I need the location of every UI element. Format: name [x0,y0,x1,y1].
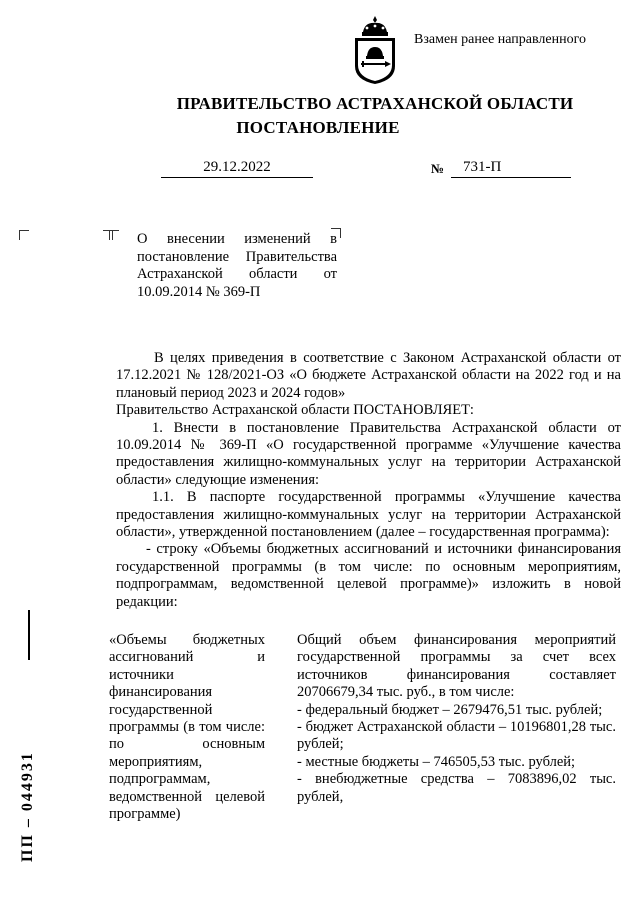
number-sign: № [431,161,445,176]
paragraph-item-1: 1. Внести в постановление Правительства Астраханской области от 10.09.2014 № 369-П «О государственной программе «Улучшение качества предоставления жилищно-коммунальных услуг на территории Астраханской области» следующие изменения: [116,419,621,488]
funding-intro: Общий объем финансирования мероприятий государственной программы за счет всех источников финансирования составляет 20706679,34 тыс. руб., в том числе: [297,632,616,701]
government-title: ПРАВИТЕЛЬСТВО АСТРАХАНСКОЙ ОБЛАСТИ [176,94,574,113]
funding-item: - внебюджетные средства – 7083896,02 тыс. рублей, [297,771,616,805]
document-number: 731-П [451,158,571,178]
funding-item: - местные бюджеты – 746505,53 тыс. рублей; [297,753,576,770]
funding-item: - бюджет Астраханской области – 10196801,28 тыс. рублей; [297,719,616,753]
table-right-cell [297,632,616,806]
paragraph-resolves: Правительство Астраханской области ПОСТАНОВЛЯЕТ: [116,402,474,419]
funding-item: - федеральный бюджет – 2679476,51 тыс. рублей; [297,701,603,718]
document-date: 29.12.2022 [161,158,313,178]
corner-mark [19,230,29,240]
serial-text: ПП – 044931 [19,751,36,862]
serial-number [15,712,55,862]
corner-mark [109,230,119,240]
document-body [116,350,621,611]
coat-of-arms-icon [349,14,401,86]
paragraph-purpose: В целях приведения в соответствие с Законом Астраханской области от 17.12.2021 № 128/2021-ОЗ «О бюджете Астраханской области на 2022 год и на плановый период 2023 и 2024 годов» [116,350,621,401]
paragraph-row-change: - строку «Объемы бюджетных ассигнований и источники финансирования государственной программы (в том числе: по основным мероприятиям, подпрограммам, ведомственной целевой программе)» изложить в новой редакции: [116,541,621,610]
paragraph-item-1-1: 1.1. В паспорте государственной программы «Улучшение качества предоставления жилищно-коммунальных услуг на территории Астраханской области», утвержденной постановлением (далее – государственная программа): [116,489,621,541]
document-subject: О внесении изменений в постановление Правительства Астраханской области от 10.09.2014 № 369-П [137,231,337,300]
table-left-cell: «Объемы бюджетных ассигнований и источники финансирования государственной программы (в том числе: по основным мероприятиям, подпрограммам, ведомственной целевой программе) [109,632,265,823]
document-type: ПОСТАНОВЛЕНИЕ [236,118,400,137]
margin-bar [28,610,30,660]
replace-note: Взамен ранее направленного [414,32,587,47]
